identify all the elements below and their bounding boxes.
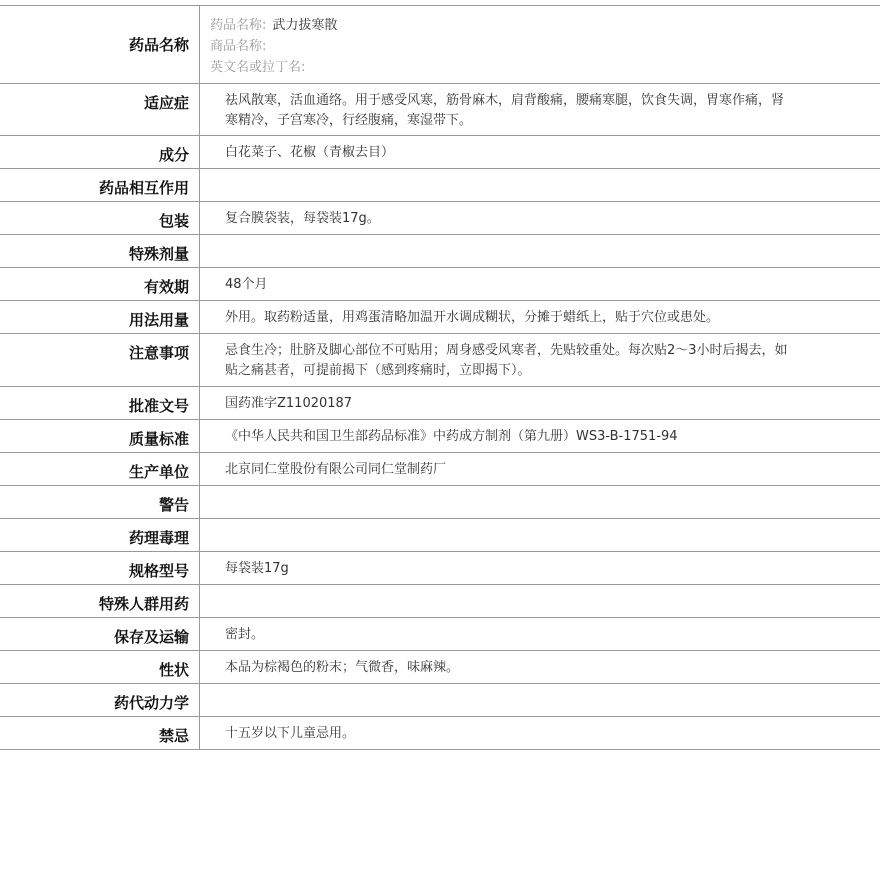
row-value: 国药准字Z11020187 — [225, 396, 353, 411]
row-interactions — [0, 169, 880, 202]
row-label: 药理毒理 — [0, 519, 200, 551]
row-ingredients — [0, 136, 880, 169]
row-value — [200, 585, 880, 617]
row-value — [200, 6, 880, 83]
row-value: 白花菜子、花椒（青椒去目） — [225, 145, 395, 160]
row-quality-standard — [0, 420, 880, 453]
row-value: 外用。取药粉适量，用鸡蛋清略加温开水调成糊状，分摊于蜡纸上，贴于穴位或患处。 — [225, 310, 720, 325]
generic-name-line — [210, 15, 790, 36]
row-precautions — [0, 334, 880, 387]
row-pharmacokinetics — [0, 684, 880, 717]
row-special-populations — [0, 585, 880, 618]
row-label: 有效期 — [0, 268, 200, 300]
generic-name-value: 武力拔寒散 — [272, 18, 338, 33]
row-label: 特殊人群用药 — [0, 585, 200, 617]
row-label: 包装 — [0, 202, 200, 234]
row-label: 质量标准 — [0, 420, 200, 452]
row-value — [200, 169, 880, 201]
trade-name-line — [210, 36, 790, 57]
row-label: 成分 — [0, 136, 200, 168]
row-value: 48个月 — [225, 277, 268, 292]
row-approval-number — [0, 387, 880, 420]
row-label: 批准文号 — [0, 387, 200, 419]
row-contraindications — [0, 717, 880, 750]
drug-info-table — [0, 5, 880, 750]
row-label: 注意事项 — [0, 334, 200, 386]
row-value: 密封。 — [225, 627, 265, 642]
row-label: 用法用量 — [0, 301, 200, 333]
row-label: 特殊剂量 — [0, 235, 200, 267]
row-label: 适应症 — [0, 84, 200, 135]
row-packaging — [0, 202, 880, 235]
row-label: 规格型号 — [0, 552, 200, 584]
row-indications — [0, 84, 880, 136]
row-value: 祛风散寒，活血通络。用于感受风寒，筋骨麻木，肩背酸痛，腰痛寒腿，饮食失调，胃寒作痛，肾寒精冷，子宫寒冷，行经腹痛，寒湿带下。 — [225, 93, 785, 128]
trade-name-key: 商品名称: — [210, 39, 267, 54]
english-name-line — [210, 57, 790, 78]
row-value: 忌食生冷；肚脐及脚心部位不可贴用；周身感受风寒者，先贴较重处。每次贴2～3小时后揭去，如贴之痛甚者，可提前揭下（感到疼痛时，立即揭下）。 — [225, 343, 788, 378]
row-value — [200, 486, 880, 518]
row-label: 药代动力学 — [0, 684, 200, 716]
row-usage-dosage — [0, 301, 880, 334]
row-warning — [0, 486, 880, 519]
row-special-dosage — [0, 235, 880, 268]
row-shelf-life — [0, 268, 880, 301]
row-value — [200, 684, 880, 716]
row-pharmacology — [0, 519, 880, 552]
row-label: 禁忌 — [0, 717, 200, 749]
row-value — [200, 519, 880, 551]
row-drug-name — [0, 6, 880, 84]
row-label: 药品名称 — [0, 6, 200, 83]
row-value: 复合膜袋装，每袋装17g。 — [225, 211, 380, 226]
english-name-key: 英文名或拉丁名: — [210, 60, 306, 75]
row-label: 性状 — [0, 651, 200, 683]
row-value: 《中华人民共和国卫生部药品标准》中药成方制剂（第九册）WS3-B-1751-94 — [225, 429, 678, 444]
row-value: 十五岁以下儿童忌用。 — [225, 726, 356, 741]
row-description — [0, 651, 880, 684]
row-value: 每袋装17g — [225, 561, 289, 576]
row-label: 保存及运输 — [0, 618, 200, 650]
row-label: 生产单位 — [0, 453, 200, 485]
row-manufacturer — [0, 453, 880, 486]
generic-name-key: 药品名称: — [210, 18, 267, 33]
row-specification — [0, 552, 880, 585]
row-label: 警告 — [0, 486, 200, 518]
row-value: 本品为棕褐色的粉末；气微香，味麻辣。 — [225, 660, 460, 675]
row-storage-transport — [0, 618, 880, 651]
row-value: 北京同仁堂股份有限公司同仁堂制药厂 — [225, 462, 447, 477]
row-label: 药品相互作用 — [0, 169, 200, 201]
row-value — [200, 235, 880, 267]
